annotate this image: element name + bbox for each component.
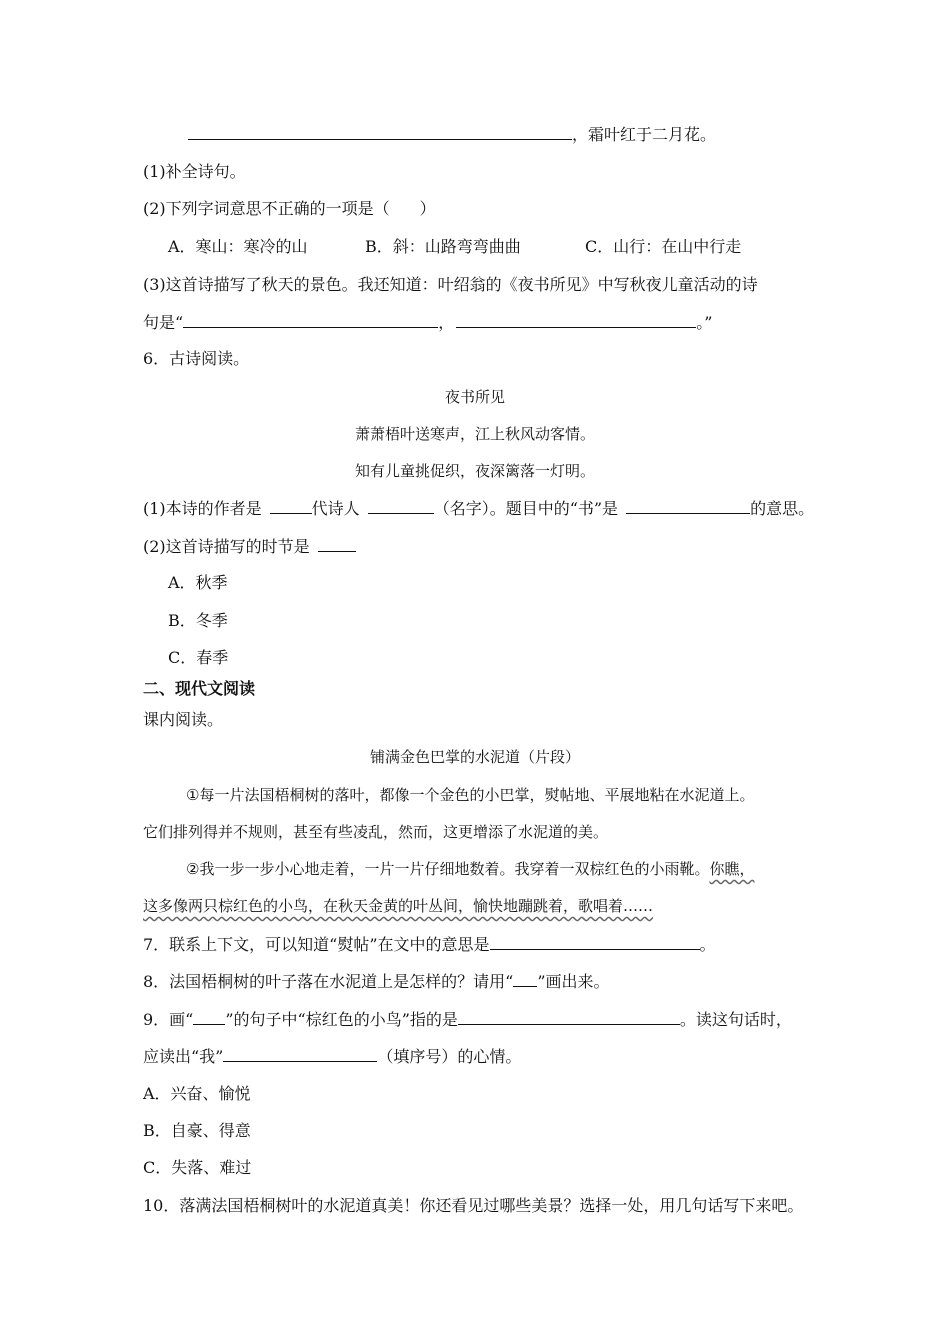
- q6-part1: [143, 497, 814, 520]
- q10: 10．落满法国梧桐树叶的水泥道真美！你还看见过哪些美景？选择一处，用几句话写下来吧。: [143, 1196, 804, 1215]
- q6-option-b[interactable]: B．冬季: [168, 611, 228, 630]
- q9-line2: [143, 1045, 521, 1068]
- q5-part2: [143, 198, 436, 220]
- q8-prefix: 8．法国梧桐树的叶子落在水泥道上是怎样的？请用“: [143, 972, 514, 991]
- dynasty-blank[interactable]: [270, 497, 312, 514]
- q9-option-c[interactable]: C．失落、难过: [143, 1158, 252, 1177]
- q5-part3-comma: ，: [438, 313, 455, 332]
- q6-option-c[interactable]: C．春季: [168, 648, 229, 667]
- section-heading: 二、现代文阅读: [143, 679, 256, 698]
- q5-part1: (1)补全诗句。: [143, 162, 246, 181]
- poem-line-2: 知有儿童挑促织，夜深篱落一灯明。: [354, 462, 595, 480]
- q9-line2-suffix: （填序号）的心情。: [377, 1047, 522, 1066]
- poet-name-blank[interactable]: [368, 497, 434, 514]
- q6-part2-text: (2)这首诗描写的时节是: [143, 537, 310, 556]
- q6-part1-c: （名字）。题目中的“书”是: [433, 499, 619, 518]
- q5-option-a[interactable]: A．寒山：寒冷的山: [168, 237, 308, 256]
- q6-part1-d: 的意思。: [750, 499, 815, 518]
- para2-wavy-text-1: 你瞧，: [709, 860, 755, 878]
- q7-prefix: 7．联系上下文，可以知道“熨帖”在文中的意思是: [143, 935, 490, 954]
- poem-title: 夜书所见: [444, 388, 505, 406]
- q6-option-a[interactable]: A．秋季: [168, 573, 228, 592]
- q5-part2-prefix: (2)下列字词意思不正确的一项是（: [143, 199, 390, 218]
- q9-prefix: 9．画“: [143, 1010, 194, 1029]
- q9-end1: 。读这句话时，: [679, 1010, 792, 1029]
- q9-option-b[interactable]: B．自豪、得意: [143, 1121, 251, 1140]
- q5-part3-line2: [143, 311, 712, 334]
- q6-part2: [143, 535, 356, 558]
- poem-blank[interactable]: [188, 123, 572, 140]
- meaning-blank[interactable]: [626, 497, 750, 514]
- poem-answer-blank-1[interactable]: [183, 311, 438, 328]
- q5-option-c[interactable]: C．山行：在山中行走: [585, 237, 742, 256]
- passage-para2-line2: 这多像两只棕红色的小鸟，在秋天金黄的叶丛间，愉快地蹦跳着，歌唱着……: [143, 897, 654, 915]
- passage-para1-line1: ①每一片法国梧桐树的落叶，都像一个金色的小巴掌，熨帖地、平展地粘在水泥道上。: [186, 786, 755, 804]
- poem-answer-blank-2[interactable]: [456, 311, 696, 328]
- season-blank[interactable]: [318, 535, 356, 552]
- q6-part1-b: 代诗人: [311, 499, 360, 518]
- q9-wavy-mark: [193, 1008, 225, 1025]
- q9-line1: [143, 1008, 792, 1031]
- q6-part1-a: (1)本诗的作者是: [143, 499, 262, 518]
- poem-fill-line: [188, 123, 716, 146]
- section-intro: 课内阅读。: [143, 710, 224, 729]
- q8-underline-mark: [513, 970, 537, 987]
- poem-last-line: ，霜叶红于二月花。: [572, 125, 717, 144]
- q8-suffix: ”画出来。: [537, 972, 610, 991]
- q5-options: [168, 236, 741, 258]
- q5-part3-prefix: 句是“: [143, 313, 184, 332]
- q9-blank-2[interactable]: [223, 1045, 377, 1062]
- q5-part3-line1: (3)这首诗描写了秋天的景色。我还知道：叶绍翁的《夜书所见》中写秋夜儿童活动的诗: [143, 275, 758, 294]
- q8: [143, 970, 610, 993]
- q5-part3-end: 。”: [696, 313, 713, 332]
- poem-line-1: 萧萧梧叶送寒声，江上秋风动客情。: [354, 425, 595, 443]
- q7-blank[interactable]: [490, 933, 700, 950]
- para2-plain-text: ②我一步一步小心地走着，一片一片仔细地数着。我穿着一双棕红色的小雨靴。: [186, 860, 710, 878]
- q6-heading: 6．古诗阅读。: [143, 349, 250, 368]
- q5-option-b[interactable]: B．斜：山路弯弯曲曲: [365, 237, 521, 256]
- q9-blank-1[interactable]: [458, 1008, 680, 1025]
- passage-para2-line1: [186, 858, 754, 880]
- passage-title: 铺满金色巴掌的水泥道（片段）: [369, 748, 580, 766]
- q9-option-a[interactable]: A．兴奋、愉悦: [143, 1084, 251, 1103]
- q7-suffix: 。: [699, 935, 716, 954]
- q9-mid: ”的句子中“棕红色的小鸟”指的是: [225, 1010, 458, 1029]
- q7: [143, 933, 716, 956]
- passage-para1-line2: 它们排列得并不规则，甚至有些凌乱，然而，这更增添了水泥道的美。: [143, 823, 609, 841]
- q5-part2-suffix: ）: [419, 199, 436, 218]
- q9-line2-prefix: 应读出“我”: [143, 1047, 224, 1066]
